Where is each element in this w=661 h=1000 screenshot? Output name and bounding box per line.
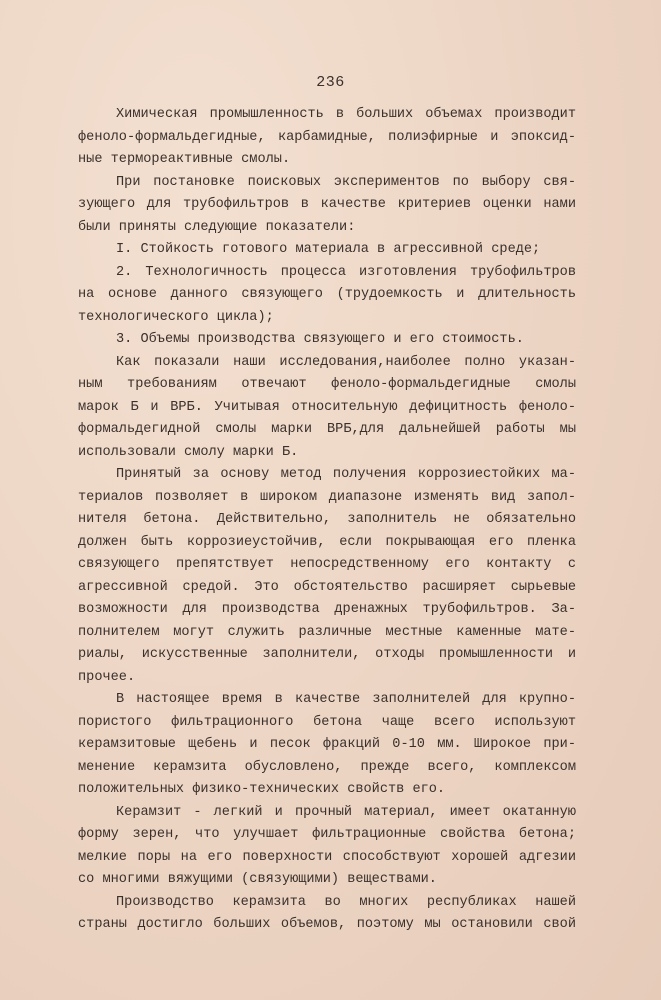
text-line: менение керамзита обусловлено, прежде всего, комплексом (78, 759, 576, 775)
text-line: должен быть коррозиеустойчив, если покрывающая его пленка (78, 534, 576, 550)
text-line: полнителем могут служить различные местные каменные мате- (78, 624, 576, 640)
text-line: керамзитовые щебень и песок фракций 0-10 мм. Широкое при- (78, 737, 576, 752)
text-line: ные термореактивные смолы. (78, 152, 291, 167)
text-line: прочее. (78, 669, 136, 685)
text-line: Принятый за основу метод получения коррозиестойких ма- (116, 467, 576, 482)
text-line: нителя бетона. Действительно, заполнитель не обязательно (78, 512, 576, 527)
text-line: Как показали наши исследования,наиболее полно указан- (116, 354, 576, 370)
text-line: 3. Объемы производства связующего и его стоимость. (116, 332, 524, 347)
document-body (78, 104, 576, 937)
text-line: Керамзит - легкий и прочный материал, имеет окатанную (116, 804, 576, 820)
text-line: Химическая промышленность в больших объемах производит (116, 107, 576, 122)
text-line: были приняты следующие показатели: (78, 219, 356, 235)
text-line: 2. Технологичность процесса изготовления трубофильтров (116, 264, 576, 280)
text-line: марок Б и ВРБ. Учитывая относительную дефицитность феноло- (78, 399, 576, 415)
text-line: ным требованиям отвечают феноло-формальдегидные смолы (78, 377, 576, 392)
text-line: технологического цикла); (78, 309, 274, 325)
text-line: I. Стойкость готового материала в агрессивной среде; (116, 242, 541, 257)
text-line: При постановке поисковых экспериментов по выбору свя- (116, 174, 576, 190)
text-line: на основе данного связующего (трудоемкость и длительность (78, 287, 576, 302)
text-line: форму зерен, что улучшает фильтрационные свойства бетона; (78, 827, 576, 842)
text-line: со многими вяжущими (связующими) веществами. (78, 872, 437, 887)
text-line: феноло-формальдегидные, карбамидные, полиэфирные и эпоксид- (78, 129, 576, 145)
page-number: 236 (316, 74, 345, 91)
text-line: связующего препятствует непосредственному его контакту с (78, 557, 576, 572)
text-line: формальдегидной смолы марки ВРБ,для дальнейшей работы мы (78, 422, 576, 437)
text-line: териалов позволяет в широком диапазоне изменять вид запол- (78, 489, 576, 505)
text-line: возможности для производства дренажных трубофильтров. За- (78, 602, 576, 617)
text-line: В настоящее время в качестве заполнителей для крупно- (116, 692, 576, 707)
text-line: пористого фильтрационного бетона чаще всего используют (78, 714, 576, 730)
text-line: зующего для трубофильтров в качестве критериев оценки нами (78, 197, 576, 212)
text-line: Производство керамзита во многих республиках нашей (116, 894, 576, 910)
text-line: агрессивной средой. Это обстоятельство расширяет сырьевые (78, 579, 576, 595)
text-line: положительных физико-технических свойств его. (78, 782, 446, 797)
text-line: риалы, искусственные заполнители, отходы промышленности и (78, 647, 576, 662)
text-line: мелкие поры на его поверхности способствуют хорошей адгезии (78, 849, 576, 865)
text-line: страны достигло больших объемов, поэтому мы остановили свой (78, 917, 576, 932)
text-line: использовали смолу марки Б. (78, 444, 299, 460)
